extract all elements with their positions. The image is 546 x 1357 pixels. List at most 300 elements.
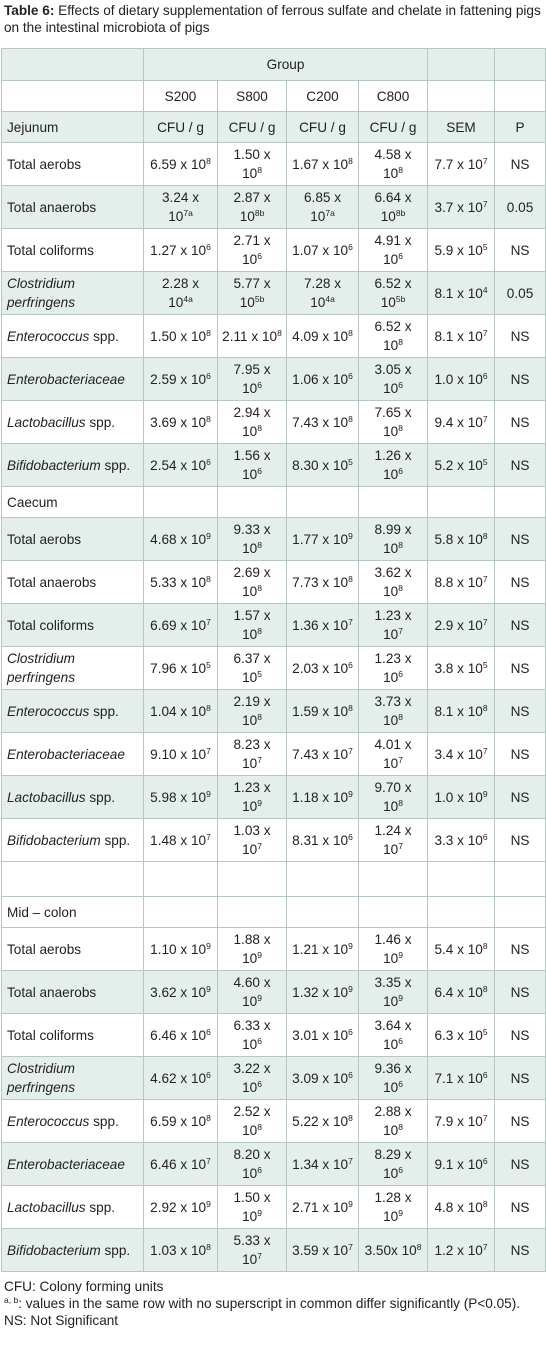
value-mantissa: 6.52 x 10 [374,319,412,353]
footnote-superscript [4,1295,544,1312]
value-exponent: 8 [257,583,262,593]
value-mantissa: 1.46 x 10 [374,932,412,966]
value-cell [287,971,359,1014]
table-row [2,928,546,971]
p-cell: NS [495,819,546,862]
value-exponent: 5 [257,669,262,679]
value-mantissa: 8.30 x 10 [292,457,349,473]
table-row [2,186,546,229]
value-mantissa: 2.88 x 10 [374,1104,412,1138]
unit-header: CFU / g [144,112,218,143]
value-cell [287,604,359,647]
value-mantissa: 9.33 x 10 [233,522,271,556]
value-cell [287,561,359,604]
value-cell [287,401,359,444]
value-cell [218,272,287,315]
row-label [2,776,144,819]
value-mantissa: 1.28 x 10 [374,1190,412,1224]
row-label [2,690,144,733]
unit-header: CFU / g [218,112,287,143]
value-mantissa: 3.3 x 10 [434,832,483,848]
table-footnotes [4,1278,544,1329]
value-exponent: 7 [482,413,488,424]
value-exponent: 8 [398,540,403,550]
value-exponent: 8 [206,327,211,338]
sem-cell [428,518,495,561]
row-label [2,186,144,229]
value-mantissa: 1.56 x 10 [233,448,271,482]
sem-cell [428,971,495,1014]
p-cell: NS [495,401,546,444]
value-exponent: 6 [398,466,403,476]
value-exponent: 8 [398,423,403,433]
row-label-text: Total anaerobs [7,984,97,1000]
value-exponent: 4 [482,284,488,295]
p-cell: NS [495,143,546,186]
value-mantissa: 9.36 x 10 [374,1061,412,1095]
value-exponent: 8 [257,712,262,722]
row-label [2,272,144,315]
value-exponent: 8 [206,573,211,584]
value-mantissa: 7.1 x 10 [434,1070,483,1086]
value-cell [359,733,428,776]
p-cell: NS [495,776,546,819]
value-exponent: 8 [257,1122,262,1132]
value-exponent: 7 [398,841,403,851]
value-cell [287,776,359,819]
value-exponent: 6 [482,370,488,381]
row-label [2,971,144,1014]
value-cell [144,143,218,186]
value-exponent: 8 [482,983,488,994]
value-mantissa: 5.77 x 10 [233,276,271,310]
empty-cell [144,862,218,897]
value-mantissa: 5.2 x 10 [434,457,483,473]
value-cell [144,971,218,1014]
value-exponent: 7 [482,1241,488,1252]
row-label [2,733,144,776]
p-header [495,897,546,928]
row-label [2,1143,144,1186]
value-cell [359,186,428,229]
value-cell [218,229,287,272]
value-cell [287,928,359,971]
value-cell [144,1143,218,1186]
row-label-text: Clostridium perfringens [7,1061,76,1095]
value-mantissa: 1.24 x 10 [374,823,412,857]
table-row [2,444,546,487]
value-exponent: 6 [398,251,403,261]
value-exponent: 7 [206,831,211,842]
row-label [2,1186,144,1229]
column-header: S200 [144,81,218,112]
section-label: Mid – colon [2,897,144,928]
value-cell [144,1100,218,1143]
header-blank [2,49,144,81]
value-mantissa: 1.23 x 10 [233,780,271,814]
value-mantissa: 2.87 x 10 [233,190,271,224]
value-exponent: 9 [398,993,403,1003]
value-mantissa: 6.59 x 10 [150,1113,207,1129]
row-label-suffix: spp. [85,789,116,805]
sem-header: SEM [428,112,495,143]
sem-cell [428,561,495,604]
value-exponent: 6 [257,380,262,390]
value-mantissa: 4.68 x 10 [150,531,207,547]
value-mantissa: 7.43 x 10 [292,414,349,430]
table-row [2,971,546,1014]
row-label [2,518,144,561]
row-label-text: Enterobacteriaceae [7,371,125,387]
value-mantissa: 2.69 x 10 [233,565,271,599]
row-label-text: Total anaerobs [7,199,97,215]
value-exponent: 7 [482,1112,488,1123]
microbiota-table [1,48,546,1272]
value-mantissa: 1.04 x 10 [150,703,207,719]
value-exponent: 8 [416,1241,422,1252]
value-mantissa: 6.37 x 10 [233,651,271,685]
value-exponent: 6 [398,669,403,679]
p-cell: 0.05 [495,186,546,229]
value-mantissa: 1.59 x 10 [292,703,349,719]
row-label-suffix: spp. [100,832,131,848]
value-mantissa: 3.01 x 10 [292,1027,349,1043]
value-cell [218,928,287,971]
value-exponent: 7 [398,755,403,765]
table-label: Table 6: [4,3,55,18]
value-mantissa: 3.4 x 10 [434,746,483,762]
value-mantissa: 7.96 x 10 [150,660,207,676]
value-exponent: 8 [257,423,262,433]
value-exponent: 6 [482,1069,488,1080]
significance-mark: b [259,208,265,218]
value-exponent: 5 [482,659,488,670]
value-cell [287,358,359,401]
value-cell [218,1143,287,1186]
value-mantissa: 3.22 x 10 [233,1061,271,1095]
row-label-text: Lactobacillus [7,789,86,805]
value-exponent: 7 [482,745,488,756]
value-mantissa: 8.99 x 10 [374,522,412,556]
header-blank [2,81,144,112]
row-label [2,358,144,401]
empty-cell [495,862,546,897]
value-exponent: 6 [206,1026,211,1037]
value-cell [218,776,287,819]
sem-cell [428,1100,495,1143]
value-exponent: 8 [398,798,403,808]
value-cell [359,1057,428,1100]
value-cell [287,733,359,776]
row-label [2,1100,144,1143]
value-cell [144,733,218,776]
row-label-text: Lactobacillus [7,414,86,430]
value-exponent: 8 [257,165,262,175]
value-exponent: 9 [206,1198,211,1209]
row-label [2,1229,144,1272]
value-mantissa: 3.8 x 10 [434,660,483,676]
table-row [2,358,546,401]
value-exponent: 6 [257,1036,262,1046]
sem-header [428,487,495,518]
row-label-text: Bifidobacterium [7,832,101,848]
value-mantissa: 7.43 x 10 [292,746,349,762]
p-header: P [495,112,546,143]
value-exponent: 8 [206,1241,211,1252]
p-cell: NS [495,690,546,733]
value-cell [359,143,428,186]
value-exponent: 8 [348,573,353,584]
value-exponent: 8 [206,155,211,166]
value-mantissa: 5.8 x 10 [434,531,483,547]
row-label-text: Bifidobacterium [7,1242,101,1258]
value-cell [359,819,428,862]
unit-header [144,487,218,518]
row-label [2,143,144,186]
sem-header [428,897,495,928]
value-cell [287,1229,359,1272]
value-cell [218,143,287,186]
value-cell [144,444,218,487]
footnote-ns: NS: Not Significant [4,1313,119,1328]
sem-cell [428,229,495,272]
sem-cell [428,358,495,401]
sem-cell [428,1057,495,1100]
value-mantissa: 1.06 x 10 [292,371,349,387]
empty-cell [359,862,428,897]
value-exponent: 8 [348,327,353,338]
value-cell [287,819,359,862]
value-exponent: 7 [482,327,488,338]
table-row [2,1100,546,1143]
table-row [2,315,546,358]
section-row [2,112,546,143]
p-cell: NS [495,1057,546,1100]
value-mantissa: 1.67 x 10 [292,156,349,172]
value-exponent: 8 [482,530,488,541]
row-label-text: Enterococcus [7,1113,90,1129]
value-exponent: 7 [482,573,488,584]
value-mantissa: 5.22 x 10 [292,1113,349,1129]
value-exponent: 8 [482,702,488,713]
value-mantissa: 2.54 x 10 [150,457,207,473]
value-exponent: 6 [398,1036,403,1046]
sem-cell [428,604,495,647]
value-cell [218,1057,287,1100]
value-exponent: 7 [482,198,488,209]
table-row [2,1229,546,1272]
value-cell [287,315,359,358]
value-exponent: 8 [348,155,353,166]
value-cell [287,186,359,229]
value-exponent: 8 [254,208,260,218]
value-mantissa: 6.4 x 10 [434,984,483,1000]
value-exponent: 8 [398,165,403,175]
value-mantissa: 1.03 x 10 [233,823,271,857]
value-exponent: 7 [257,841,262,851]
value-cell [359,1014,428,1057]
value-mantissa: 7.9 x 10 [434,1113,483,1129]
table-row [2,518,546,561]
value-mantissa: 2.03 x 10 [292,660,349,676]
value-exponent: 5 [254,294,260,304]
row-label-text: Total aerobs [7,531,82,547]
value-exponent: 6 [348,1069,353,1080]
value-mantissa: 2.71 x 10 [292,1199,349,1215]
value-exponent: 5 [482,241,488,252]
significance-mark: a [330,208,335,218]
value-exponent: 4 [325,294,331,304]
value-exponent: 8 [398,712,403,722]
value-cell [359,229,428,272]
row-label-text: Total coliforms [7,1027,94,1043]
unit-header [218,897,287,928]
value-mantissa: 3.05 x 10 [374,362,412,396]
value-mantissa: 1.0 x 10 [434,789,483,805]
value-exponent: 6 [257,1079,262,1089]
row-label-text: Total coliforms [7,242,94,258]
value-mantissa: 3.35 x 10 [374,975,412,1009]
value-mantissa: 3.64 x 10 [374,1018,412,1052]
row-label-text: Clostridium perfringens [7,276,76,310]
value-mantissa: 1.03 x 10 [150,1242,207,1258]
value-exponent: 6 [348,241,353,252]
value-cell [144,647,218,690]
row-label-suffix: spp. [89,703,119,719]
p-cell: NS [495,647,546,690]
p-cell: NS [495,561,546,604]
sem-cell [428,444,495,487]
value-exponent: 6 [482,1155,488,1166]
table-body [2,49,546,1272]
value-exponent: 9 [206,983,211,994]
table-row [2,604,546,647]
value-exponent: 6 [257,251,262,261]
value-mantissa: 3.73 x 10 [374,694,412,728]
value-cell [287,518,359,561]
value-exponent: 6 [206,370,211,381]
value-exponent: 9 [257,993,262,1003]
p-cell: NS [495,518,546,561]
value-cell [218,444,287,487]
value-mantissa: 7.65 x 10 [374,405,412,439]
table-row [2,229,546,272]
table-row [2,690,546,733]
p-cell: NS [495,1014,546,1057]
table-row [2,561,546,604]
value-mantissa: 2.92 x 10 [150,1199,207,1215]
value-mantissa: 1.2 x 10 [434,1242,483,1258]
value-cell [287,690,359,733]
value-mantissa: 1.27 x 10 [150,242,207,258]
value-mantissa: 1.07 x 10 [292,242,349,258]
unit-header [144,897,218,928]
row-label-text: Bifidobacterium [7,457,101,473]
value-cell [144,1014,218,1057]
value-exponent: 8 [206,1112,211,1123]
value-cell [359,971,428,1014]
sem-cell [428,143,495,186]
value-mantissa: 1.57 x 10 [233,608,271,642]
value-mantissa: 5.9 x 10 [434,242,483,258]
value-mantissa: 1.88 x 10 [233,932,271,966]
row-label [2,604,144,647]
value-exponent: 9 [206,788,211,799]
value-cell [144,1229,218,1272]
header-blank [495,81,546,112]
row-label-text: Enterococcus [7,703,90,719]
row-label-text: Total anaerobs [7,574,97,590]
row-label-text: Lactobacillus [7,1199,86,1215]
sem-cell [428,733,495,776]
row-label-suffix: spp. [89,328,119,344]
row-label-text: Enterococcus [7,328,90,344]
value-cell [359,1229,428,1272]
value-cell [218,401,287,444]
section-row [2,897,546,928]
value-cell [287,1186,359,1229]
value-exponent: 8 [398,1122,403,1132]
value-mantissa: 5.33 x 10 [233,1233,271,1267]
value-exponent: 9 [398,1208,403,1218]
value-mantissa: 4.60 x 10 [233,975,271,1009]
row-label-text: Total aerobs [7,941,82,957]
p-cell: 0.05 [495,272,546,315]
value-mantissa: 1.23 x 10 [374,651,412,685]
value-mantissa: 3.09 x 10 [292,1070,349,1086]
p-cell: NS [495,971,546,1014]
p-cell: NS [495,229,546,272]
table-row [2,733,546,776]
value-cell [144,186,218,229]
value-mantissa: 5.98 x 10 [150,789,207,805]
value-cell [144,928,218,971]
value-cell [144,561,218,604]
value-cell [359,1100,428,1143]
value-exponent: 7 [257,755,262,765]
row-label [2,229,144,272]
value-mantissa: 4.91 x 10 [374,233,412,267]
row-label-text: Total coliforms [7,617,94,633]
value-mantissa: 8.1 x 10 [434,703,483,719]
row-label-text: Clostridium perfringens [7,651,76,685]
value-exponent: 6 [206,456,211,467]
row-label [2,561,144,604]
value-mantissa: 6.33 x 10 [233,1018,271,1052]
sem-cell [428,690,495,733]
value-mantissa: 7.73 x 10 [292,574,349,590]
row-label [2,1057,144,1100]
significance-mark: b [400,294,406,304]
row-label-text: Enterobacteriaceae [7,746,125,762]
value-mantissa: 3.69 x 10 [150,414,207,430]
p-cell: NS [495,444,546,487]
table-row [2,819,546,862]
value-mantissa: 3.24 x 10 [161,190,200,224]
value-mantissa: 8.1 x 10 [434,328,483,344]
table-row [2,143,546,186]
p-cell: NS [495,1143,546,1186]
value-exponent: 5 [348,456,353,467]
p-cell: NS [495,1229,546,1272]
row-label-text: Total aerobs [7,156,82,172]
value-cell [287,272,359,315]
row-label-suffix: spp. [89,1113,119,1129]
p-header [495,487,546,518]
value-cell [359,1186,428,1229]
sem-cell [428,928,495,971]
value-exponent: 6 [348,370,353,381]
